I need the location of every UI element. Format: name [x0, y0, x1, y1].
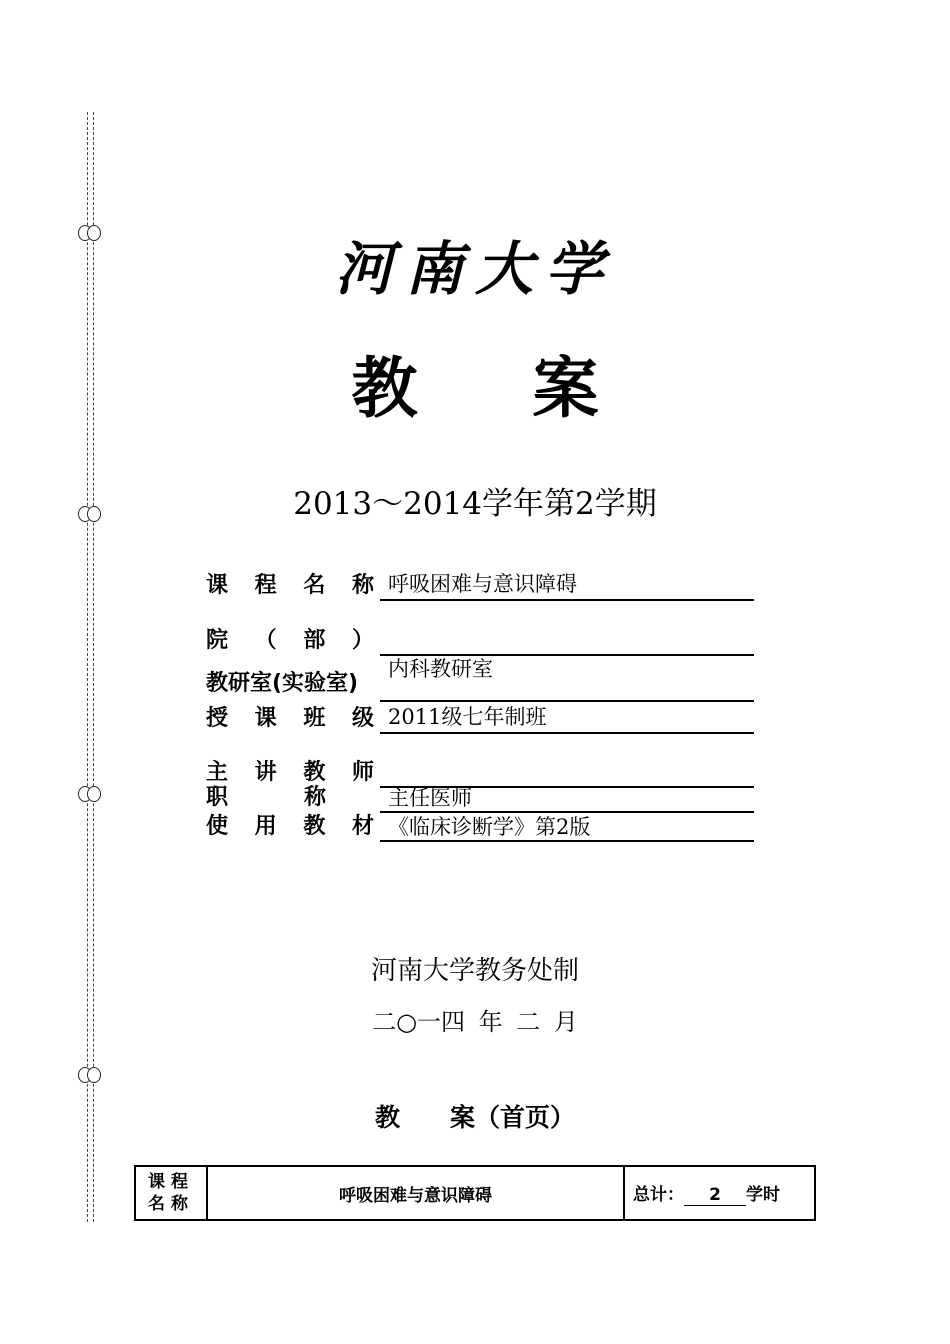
field-value: 呼吸困难与意识障碍: [380, 569, 754, 601]
first-page-title: 教 案（首页）: [374, 1103, 575, 1132]
field-department: [206, 622, 754, 656]
university-name: 河南大学: [334, 235, 615, 303]
field-textbook: [206, 810, 754, 842]
binding-ring-icon: [78, 1067, 102, 1083]
total-hours-cell: [624, 1166, 815, 1220]
issuing-office: 河南大学教务处制: [370, 956, 579, 986]
field-label: 主 讲 教 师: [206, 760, 374, 785]
document-title: 教 案: [351, 349, 645, 427]
hours-value: 2: [684, 1185, 746, 1206]
hours-unit: 学时: [746, 1185, 780, 1205]
field-label: 课 程 名 称: [206, 573, 374, 598]
field-value: 主任医师: [380, 783, 754, 813]
course-name-label-cell: [135, 1166, 207, 1220]
course-header-table: [134, 1165, 816, 1221]
field-value: 《临床诊断学》第2版: [380, 812, 754, 842]
field-value: [380, 624, 754, 656]
field-label: 使 用 教 材: [206, 814, 374, 839]
field-label: 职 称: [206, 785, 326, 810]
field-class: [206, 700, 754, 734]
field-value: 内科教研室: [388, 657, 493, 681]
issue-date: 二○一四 年 二 月: [372, 1008, 578, 1036]
course-name-cell: 呼吸困难与意识障碍: [207, 1166, 624, 1220]
term-line: 2013～2014学年第2学期: [293, 486, 657, 522]
field-label: 授 课 班 级: [206, 706, 374, 731]
field-value: 2011级七年制班: [380, 700, 754, 734]
total-label: 总计：: [633, 1185, 684, 1205]
binding-ring-icon: [78, 786, 102, 802]
field-label: 院 （ 部 ）: [206, 628, 374, 653]
cell-label-line: 名称: [148, 1194, 194, 1214]
field-teaching-room: [206, 654, 754, 694]
cell-label-line: 课程: [148, 1172, 194, 1192]
field-course-name: [206, 567, 754, 601]
table-row: [135, 1166, 815, 1220]
field-label: 教研室(实验室): [206, 671, 359, 696]
